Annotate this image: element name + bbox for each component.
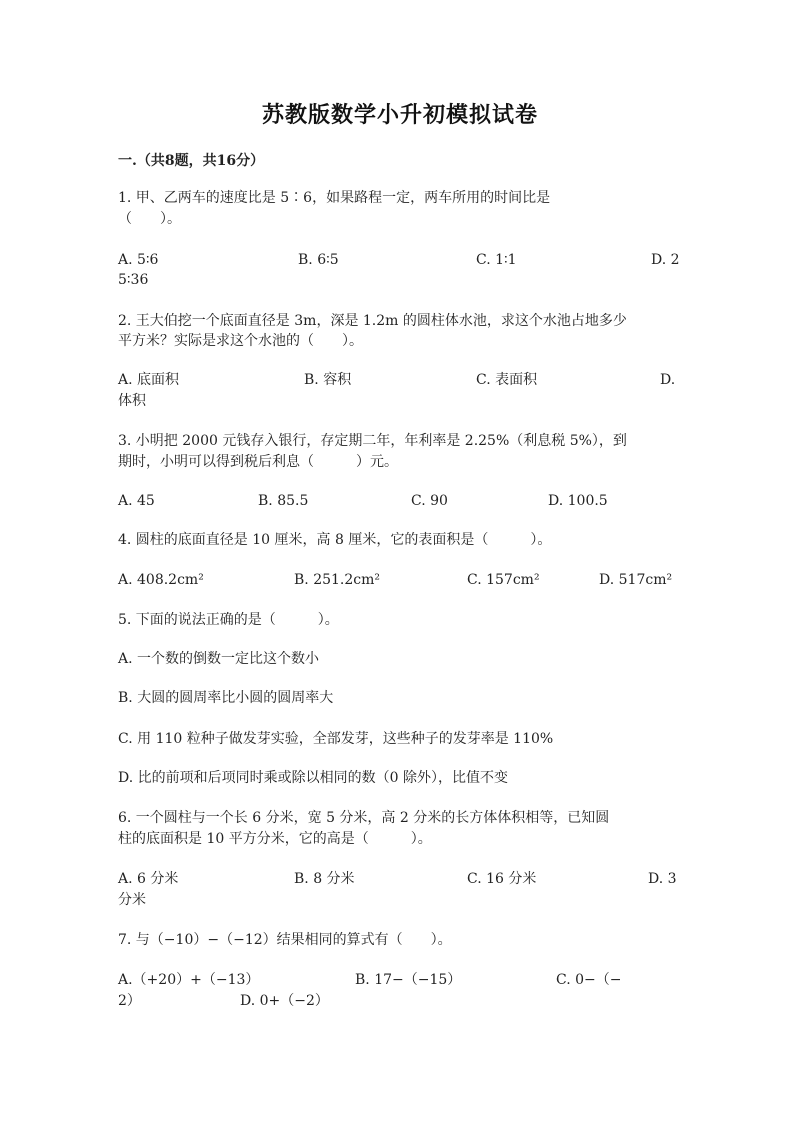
question-6-option-c: C. 16 分米 [467, 871, 537, 887]
question-2-text-cont: 平方米？实际是求这个水池的（ ）。 [118, 333, 363, 349]
question-2-option-b: B. 容积 [304, 372, 352, 388]
question-1-option-d: D. 2 [651, 252, 680, 268]
question-3-text: 3. 小明把 2000 元钱存入银行，存定期二年，年利率是 2.25%（利息税 5%），到 [118, 433, 627, 449]
question-1-option-b: B. 6∶5 [298, 252, 339, 268]
question-3-option-b: B. 85.5 [258, 493, 309, 509]
question-7-text: 7. 与（−10）−（−12）结果相同的算式有（ ）。 [118, 932, 452, 948]
question-7-option-b: B. 17−（−15） [355, 972, 462, 988]
question-2-option-d: D. [660, 372, 676, 388]
question-5-option-b: B. 大圆的圆周率比小圆的圆周率大 [118, 690, 334, 706]
section-heading: 一.（共8题，共16分） [118, 153, 265, 169]
question-3-option-d: D. 100.5 [548, 493, 608, 509]
question-5-option-c: C. 用 110 粒种子做发芽实验，全部发芽，这些种子的发芽率是 110% [118, 731, 554, 747]
question-7-option-d: D. 0+（−2） [240, 993, 329, 1009]
question-6-text-cont: 柱的底面积是 10 平方分米，它的高是（ ）。 [118, 831, 432, 847]
exam-title: 苏教版数学小升初模拟试卷 [261, 102, 538, 128]
question-4-option-a: A. 408.2cm² [118, 572, 204, 588]
question-2-option-d-cont: 体积 [118, 393, 146, 409]
question-3-option-c: C. 90 [411, 493, 448, 509]
question-3-text-cont: 期时，小明可以得到税后利息（ ）元。 [118, 454, 398, 470]
question-6-option-a: A. 6 分米 [118, 871, 179, 887]
question-2-option-c: C. 表面积 [476, 372, 538, 388]
question-2-text: 2. 王大伯挖一个底面直径是 3m，深是 1.2m 的圆柱体水池，求这个水池占地多少 [118, 313, 627, 329]
question-4-text: 4. 圆柱的底面直径是 10 厘米，高 8 厘米，它的表面积是（ ）。 [118, 532, 552, 548]
question-6-option-d: D. 3 [648, 871, 677, 887]
question-6-option-d-cont: 分米 [118, 892, 146, 908]
question-6-text: 6. 一个圆柱与一个长 6 分米，宽 5 分米，高 2 分米的长方体体积相等，已知圆 [118, 810, 610, 826]
question-5-option-a: A. 一个数的倒数一定比这个数小 [118, 651, 320, 667]
question-6-option-b: B. 8 分米 [294, 871, 355, 887]
question-5-text: 5. 下面的说法正确的是（ ）。 [118, 612, 339, 628]
question-3-option-a: A. 45 [118, 493, 155, 509]
question-4-option-b: B. 251.2cm² [294, 572, 380, 588]
question-4-option-c: C. 157cm² [467, 572, 540, 588]
question-5-option-d: D. 比的前项和后项同时乘或除以相同的数（0 除外），比值不变 [118, 770, 508, 786]
question-1-text-cont: （ ）。 [118, 211, 181, 227]
question-4-option-d: D. 517cm² [599, 572, 673, 588]
question-1-option-c: C. 1∶1 [476, 252, 517, 268]
question-1-option-d-cont: 5∶36 [118, 272, 149, 288]
question-7-option-a: A.（+20）+（−13） [118, 972, 260, 988]
question-7-option-c-cont: 2） [118, 993, 141, 1009]
question-1-text: 1. 甲、乙两车的速度比是 5∶6，如果路程一定，两车所用的时间比是 [118, 190, 551, 206]
question-1-option-a: A. 5∶6 [118, 252, 159, 268]
question-2-option-a: A. 底面积 [118, 372, 180, 388]
question-7-option-c: C. 0−（− [556, 972, 622, 988]
